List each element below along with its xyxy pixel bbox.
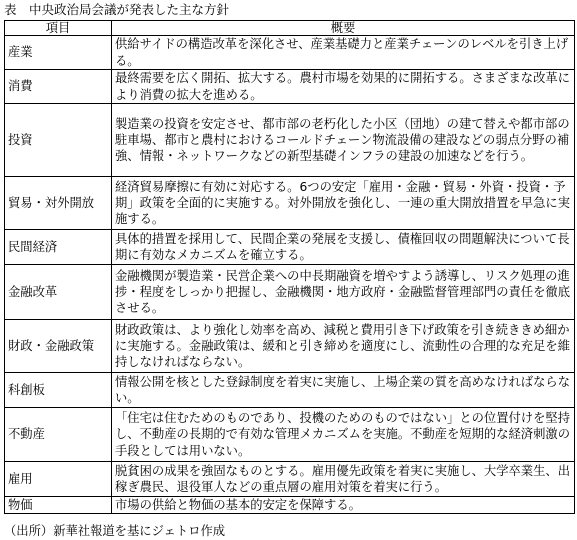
row-item-label: 物価 [5, 497, 112, 514]
table-row [5, 265, 575, 320]
column-header-item: 項目 [5, 21, 112, 36]
row-item-description: 情報公開を核とした登録制度を着実に実施し、上場企業の質を高めなければならない。 [112, 373, 575, 408]
table-row [5, 497, 575, 514]
row-item-label: 財政・金融政策 [5, 320, 112, 373]
table-row [5, 36, 575, 70]
source-note: （出所）新華社報道を基にジェトロ作成 [4, 524, 226, 538]
row-item-label: 金融改革 [5, 265, 112, 320]
table-header-row [5, 21, 575, 36]
table-row [5, 177, 575, 230]
row-item-description: 経済貿易摩擦に有効に対応する。6つの安定「雇用・金融・貿易・外資・投資・予期」政策を全面的に実施する。対外開放を強化し、一連の重大開放措置を早急に実施する。 [112, 177, 575, 230]
row-item-description: 具体的措置を採用して、民間企業の発展を支援し、債権回収の問題解決について長期に有効なメカニズムを確立する。 [112, 230, 575, 265]
row-item-description: 脱貧困の成果を強固なものとする。雇用優先政策を着実に実施し、大学卒業生、出稼ぎ農民、退役軍人などの重点層の雇用対策を着実に行う。 [112, 462, 575, 497]
row-item-label: 民間経済 [5, 230, 112, 265]
row-item-description: 金融機関が製造業・民営企業への中長期融資を増やすよう誘導し、リスク処理の進捗・程度をしっかり把握し、金融機関・地方政府・金融監督管理部門の責任を徹底させる。 [112, 265, 575, 320]
policy-table [4, 20, 575, 514]
row-item-label: 雇用 [5, 462, 112, 497]
table-row [5, 408, 575, 462]
table-row [5, 320, 575, 373]
row-item-description: 財政政策は、より強化し効率を高め、減税と費用引き下げ政策を引き続ききめ細かに実施する。金融政策は、緩和と引き締めを適度にし、流動性の合理的な充足を維持しなければならない。 [112, 320, 575, 373]
row-item-description: 供給サイドの構造改革を深化させ、産業基礎力と産業チェーンのレベルを引き上げる。 [112, 36, 575, 70]
column-header-summary: 概要 [112, 21, 575, 36]
row-item-description: 製造業の投資を安定させ、都市部の老朽化した小区（団地）の建て替えや都市部の駐車場、都市と農村におけるコールドチェーン物流設備の建設などの弱点分野の補強、情報・ネットワークなどの新型基礎インフラの建設の加速などを行う。 [112, 104, 575, 177]
row-item-label: 投資 [5, 104, 112, 177]
row-item-label: 不動産 [5, 408, 112, 462]
row-item-label: 消費 [5, 70, 112, 104]
table-row [5, 373, 575, 408]
table-row [5, 70, 575, 104]
row-item-label: 産業 [5, 36, 112, 70]
row-item-description: 最終需要を広く開拓、拡大する。農村市場を効果的に開拓する。さまざまな改革により消費の拡大を進める。 [112, 70, 575, 104]
row-item-description: 市場の供給と物価の基本的安定を保障する。 [112, 497, 575, 514]
table-row [5, 104, 575, 177]
table-row [5, 462, 575, 497]
table-title: 表 中央政治局会議が発表した主な方針 [4, 2, 230, 17]
row-item-label: 科創板 [5, 373, 112, 408]
row-item-label: 貿易・対外開放 [5, 177, 112, 230]
row-item-description: 「住宅は住むためのものであり、投機のためのものではない」との位置付けを堅持し、不動産の長期的で有効な管理メカニズムを実施。不動産を短期的な経済刺激の手段としては用いない。 [112, 408, 575, 462]
table-row [5, 230, 575, 265]
